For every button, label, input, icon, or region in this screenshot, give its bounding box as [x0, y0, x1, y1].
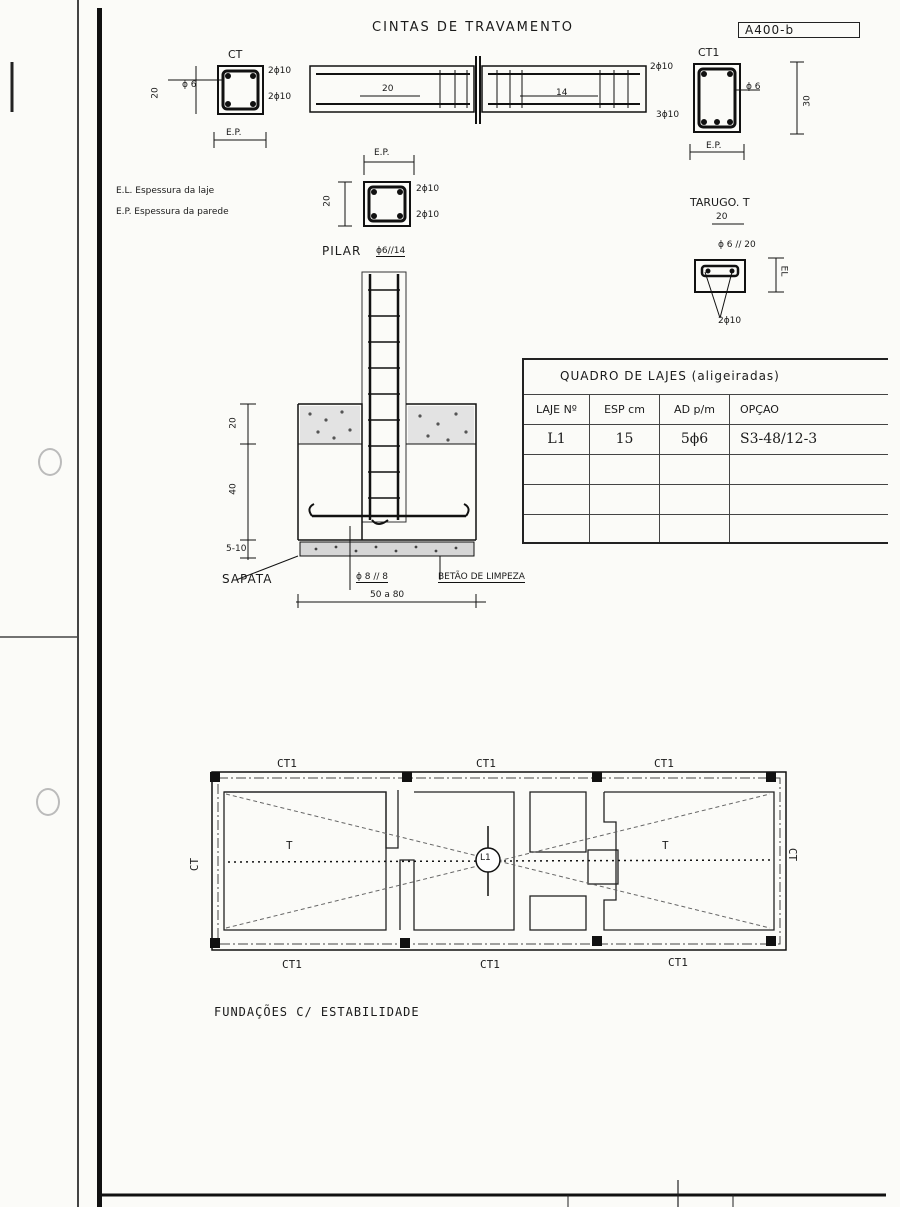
sheet-code-stamp: A400-b	[738, 22, 860, 38]
slab-table-header: LAJE Nº	[524, 394, 590, 424]
ct1-height: 30	[802, 95, 813, 107]
slab-table-header: OPÇAO	[740, 402, 779, 416]
slab-table-cell: S3-48/12-3	[740, 431, 818, 447]
plan-beam-top-3: CT1	[654, 757, 674, 770]
ct1-bar-dia: ϕ 6	[746, 82, 761, 92]
sapata-lean-concrete: BETÃO DE LIMPEZA	[438, 572, 525, 582]
ct-height: 20	[150, 87, 161, 99]
slab-table-header: ESP cm	[590, 394, 660, 424]
plan-caption: FUNDAÇÕES C/ ESTABILIDADE	[214, 1005, 420, 1019]
ct1-top-bars: 2ϕ10	[650, 62, 674, 72]
plan-slab-mark: L1	[480, 853, 491, 863]
slab-table-header: AD p/m	[660, 394, 730, 424]
sapata-width: 50 a 80	[370, 590, 405, 600]
slab-table-title: QUADRO DE LAJES (aligeiradas)	[560, 369, 780, 383]
ct1-width: E.P.	[706, 141, 722, 151]
beam-spacing-left: 20	[382, 84, 394, 94]
legend-el: E.L. Espessura da laje	[116, 186, 215, 196]
sapata-dim-top: 20	[228, 417, 239, 429]
ct-label: CT	[228, 48, 243, 61]
sapata-dim-bottom: 5-10	[226, 544, 247, 554]
plan-beam-bottom-3: CT1	[668, 956, 688, 969]
sapata-label: SAPATA	[222, 572, 273, 586]
plan-tarugo-left: T	[286, 839, 293, 852]
slab-table-cell: 5ϕ6	[660, 424, 730, 454]
tarugo-height: EL	[778, 265, 789, 277]
legend-ep: E.P. Espessura da parede	[116, 207, 229, 217]
plan-beam-bottom-2: CT1	[480, 958, 500, 971]
pilar-top-bars: 2ϕ10	[416, 184, 440, 194]
ct-bar-dia: ϕ 6	[182, 80, 197, 90]
pilar-stirrups: ϕ6//14	[376, 246, 406, 256]
pilar-height: 20	[322, 195, 333, 207]
ct1-bottom-bars: 3ϕ10	[656, 110, 680, 120]
pilar-label: PILAR	[322, 244, 362, 258]
ct1-label: CT1	[698, 46, 720, 59]
beam-spacing-right: 14	[556, 88, 568, 98]
ct-top-bars: 2ϕ10	[268, 66, 292, 76]
ct-bottom-bars: 2ϕ10	[268, 92, 292, 102]
slab-table-cell: 15	[590, 424, 660, 454]
sapata-rebar: ϕ 8 // 8	[356, 572, 389, 582]
pilar-bottom-bars: 2ϕ10	[416, 210, 440, 220]
tarugo-label: TARUGO. T	[690, 196, 750, 209]
tarugo-stirrups: ϕ 6 // 20	[718, 240, 756, 250]
plan-left-label: CT	[188, 857, 202, 872]
ct-width: E.P.	[226, 128, 242, 138]
pilar-width: E.P.	[374, 148, 390, 158]
slab-table-cell: L1	[524, 424, 590, 454]
plan-right-label: CT	[786, 847, 800, 862]
plan-beam-bottom-1: CT1	[282, 958, 302, 971]
sheet-title: CINTAS DE TRAVAMENTO	[372, 20, 574, 35]
plan-tarugo-right: T	[662, 839, 669, 852]
plan-beam-top-2: CT1	[476, 757, 496, 770]
tarugo-width: 20	[716, 212, 728, 222]
tarugo-bars: 2ϕ10	[718, 316, 742, 326]
sapata-dim-mid: 40	[228, 483, 239, 495]
plan-beam-top-1: CT1	[277, 757, 297, 770]
